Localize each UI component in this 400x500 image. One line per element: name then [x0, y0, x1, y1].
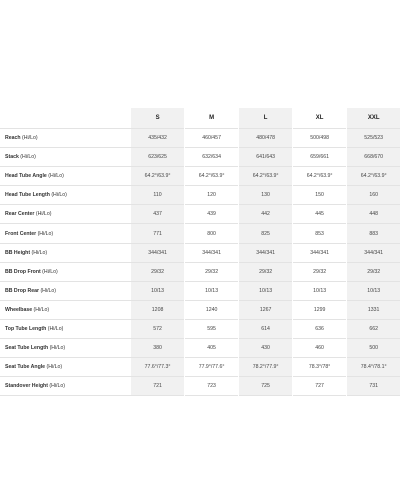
row-label: [0, 205, 131, 224]
table-cell: 29/32: [347, 262, 400, 281]
measurement-name: Standover Height: [5, 383, 48, 390]
measurement-suffix: (Hi/Lo): [39, 287, 57, 294]
table-body: [0, 129, 400, 396]
size-header-xxl: XXL: [347, 108, 400, 129]
table-cell: 460/457: [185, 129, 238, 148]
table-cell: 825: [239, 224, 292, 243]
table-cell: 344/341: [131, 243, 184, 262]
row-label: [0, 167, 131, 186]
table-cell: 120: [185, 186, 238, 205]
table-cell: 29/32: [131, 262, 184, 281]
table-cell: 64.2°/63.9°: [347, 167, 400, 186]
table-cell: 500/498: [293, 129, 346, 148]
measurement-suffix: (Hi/Lo): [32, 306, 50, 313]
table-cell: 78.2°/77.9°: [239, 358, 292, 377]
measurement-suffix: (Hi/Lo): [46, 173, 64, 180]
table-row: [0, 205, 400, 224]
measurement-suffix: (Hi/Lo): [18, 154, 36, 161]
table-row: [0, 300, 400, 319]
table-cell: 1299: [293, 300, 346, 319]
table-cell: 405: [185, 339, 238, 358]
table-cell: 641/643: [239, 148, 292, 167]
table-header: [0, 108, 400, 129]
measurement-suffix: (Hi/Lo): [48, 345, 66, 352]
table-cell: 435/432: [131, 129, 184, 148]
header-blank-cell: [0, 108, 131, 129]
table-cell: 344/341: [185, 243, 238, 262]
size-header-m: M: [209, 115, 215, 121]
table-cell: 29/32: [293, 262, 346, 281]
table-cell: 595: [185, 319, 238, 338]
measurement-name: BB Drop Front: [5, 268, 41, 275]
table-cell: 29/32: [239, 262, 292, 281]
table-cell: 10/13: [293, 281, 346, 300]
measurement-suffix: (Hi/Lo): [46, 325, 64, 332]
table-cell: 668/670: [347, 148, 400, 167]
table-cell: 500: [347, 339, 400, 358]
size-header-s: S: [131, 108, 184, 129]
table-cell: 64.2°/63.9°: [293, 167, 346, 186]
row-label: [0, 262, 131, 281]
row-label: [0, 339, 131, 358]
table-cell: 636: [293, 319, 346, 338]
row-label: [0, 224, 131, 243]
table-cell: 614: [239, 319, 292, 338]
table-cell: 662: [347, 319, 400, 338]
table-row: [0, 281, 400, 300]
measurement-suffix: (Hi/Lo): [49, 192, 67, 199]
table-cell: 64.2°/63.9°: [185, 167, 238, 186]
table-row: [0, 339, 400, 358]
table-row: [0, 148, 400, 167]
table-cell: 525/523: [347, 129, 400, 148]
row-label: [0, 358, 131, 377]
table-cell: 10/13: [185, 281, 238, 300]
table-row: [0, 243, 400, 262]
table-cell: 721: [131, 377, 184, 396]
table-cell: 632/634: [185, 148, 238, 167]
measurement-suffix: (Hi/Lo): [45, 364, 63, 371]
table-cell: 437: [131, 205, 184, 224]
measurement-name: Rear Center: [5, 211, 35, 218]
measurement-name: Head Tube Length: [5, 192, 50, 199]
measurement-suffix: (Hi/Lo): [30, 249, 48, 256]
row-label: [0, 300, 131, 319]
table-cell: 10/13: [347, 281, 400, 300]
table-cell: 723: [185, 377, 238, 396]
measurement-suffix: (Hi/Lo): [20, 135, 38, 142]
row-label: [0, 129, 131, 148]
table-cell: 725: [239, 377, 292, 396]
geometry-table: [0, 108, 400, 396]
table-cell: 659/661: [293, 148, 346, 167]
table-cell: 344/341: [239, 243, 292, 262]
table-cell: 110: [131, 186, 184, 205]
table-cell: 572: [131, 319, 184, 338]
table-cell: 460: [293, 339, 346, 358]
measurement-name: Head Tube Angle: [5, 173, 47, 180]
measurement-name: Front Center: [5, 230, 37, 237]
table-cell: 77.6°/77.3°: [131, 358, 184, 377]
table-cell: 731: [347, 377, 400, 396]
measurement-name: Wheelbase: [5, 306, 33, 313]
table-row: [0, 377, 400, 396]
table-row: [0, 129, 400, 148]
table-cell: 78.4°/78.1°: [347, 358, 400, 377]
table-cell: 727: [293, 377, 346, 396]
table-cell: 480/478: [239, 129, 292, 148]
table-cell: 442: [239, 205, 292, 224]
measurement-name: Reach: [5, 135, 21, 142]
row-label: [0, 186, 131, 205]
measurement-name: Top Tube Length: [5, 325, 47, 332]
table-cell: 130: [239, 186, 292, 205]
table-row: [0, 186, 400, 205]
table-cell: 77.9°/77.6°: [185, 358, 238, 377]
table-cell: 150: [293, 186, 346, 205]
measurement-suffix: (Hi/Lo): [40, 268, 58, 275]
table-row: [0, 224, 400, 243]
table-cell: 445: [293, 205, 346, 224]
table-cell: 1240: [185, 300, 238, 319]
table-cell: 160: [347, 186, 400, 205]
table-cell: 430: [239, 339, 292, 358]
table-cell: 623/625: [131, 148, 184, 167]
table-cell: 344/341: [293, 243, 346, 262]
measurement-name: Seat Tube Length: [5, 345, 49, 352]
table-cell: 10/13: [239, 281, 292, 300]
table-cell: 883: [347, 224, 400, 243]
table-cell: 78.3°/78°: [293, 358, 346, 377]
size-header-xl: XL: [315, 115, 324, 121]
table-cell: 439: [185, 205, 238, 224]
table-cell: 800: [185, 224, 238, 243]
size-header-row: [0, 108, 400, 129]
measurement-name: Seat Tube Angle: [5, 364, 46, 371]
measurement-name: BB Height: [5, 249, 31, 256]
row-label: [0, 243, 131, 262]
row-label: [0, 377, 131, 396]
table-cell: 771: [131, 224, 184, 243]
table-row: [0, 167, 400, 186]
measurement-name: Stack: [5, 154, 19, 161]
table-row: [0, 319, 400, 338]
table-cell: 1267: [239, 300, 292, 319]
measurement-suffix: (Hi/Lo): [34, 211, 52, 218]
table-cell: 1208: [131, 300, 184, 319]
table-cell: 64.2°/63.9°: [131, 167, 184, 186]
row-label: [0, 319, 131, 338]
measurement-suffix: (Hi/Lo): [36, 230, 54, 237]
table-cell: 10/13: [131, 281, 184, 300]
table-cell: 380: [131, 339, 184, 358]
table-cell: 853: [293, 224, 346, 243]
table-cell: 1331: [347, 300, 400, 319]
size-header-l: L: [239, 108, 292, 129]
table-cell: 64.2°/63.9°: [239, 167, 292, 186]
table-row: [0, 262, 400, 281]
row-label: [0, 281, 131, 300]
row-label: [0, 148, 131, 167]
table-cell: 448: [347, 205, 400, 224]
table-row: [0, 358, 400, 377]
measurement-name: BB Drop Rear: [5, 287, 40, 294]
table-cell: 344/341: [347, 243, 400, 262]
table-cell: 29/32: [185, 262, 238, 281]
measurement-suffix: (Hi/Lo): [47, 383, 65, 390]
